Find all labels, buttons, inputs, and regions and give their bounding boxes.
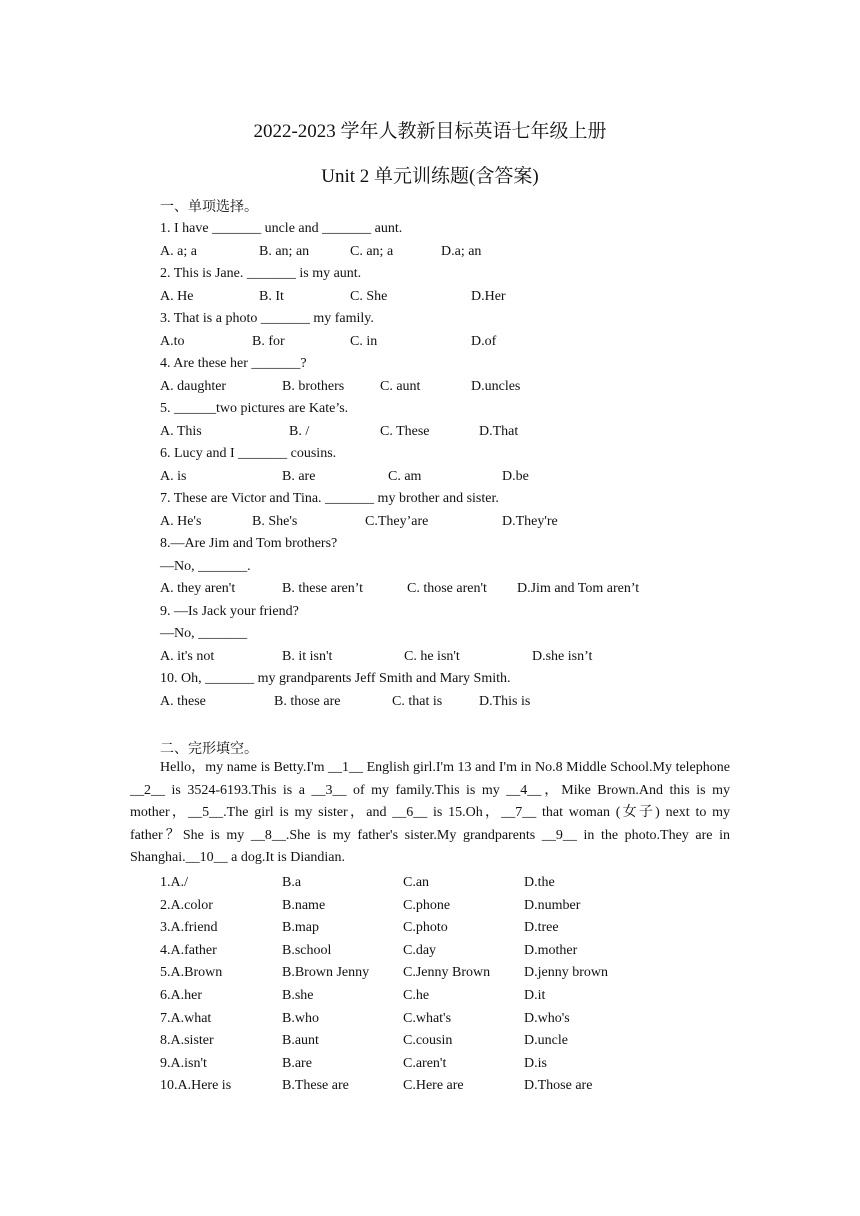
question-stem: 10. Oh, _______ my grandparents Jeff Smith and Mary Smith. bbox=[160, 671, 511, 686]
cloze-option-b: B.Brown Jenny bbox=[282, 965, 370, 981]
cloze-option-b: B.she bbox=[282, 987, 314, 1003]
option-a: A. a; a bbox=[160, 243, 197, 259]
option-c: C. in bbox=[350, 333, 378, 349]
cloze-option-c: C.what's bbox=[403, 1010, 452, 1026]
option-c: C. aunt bbox=[380, 378, 421, 394]
option-a: A. He's bbox=[160, 513, 202, 529]
cloze-options bbox=[160, 872, 720, 1098]
cloze-option-row bbox=[160, 940, 720, 963]
cloze-option-a: 6.A.her bbox=[160, 987, 202, 1003]
cloze-option-b: B.who bbox=[282, 1010, 319, 1026]
cloze-option-c: C.aren't bbox=[403, 1055, 447, 1071]
cloze-option-d: D.mother bbox=[524, 942, 578, 958]
option-d: D.Her bbox=[471, 288, 506, 304]
cloze-option-d: D.number bbox=[524, 897, 581, 913]
cloze-option-d: D.Those are bbox=[524, 1078, 593, 1094]
cloze-option-row bbox=[160, 985, 720, 1008]
cloze-option-c: C.phone bbox=[403, 897, 451, 913]
cloze-option-c: C.day bbox=[403, 942, 437, 958]
option-d: D.This is bbox=[479, 693, 531, 709]
cloze-passage: Hello，my name is Betty.I'm __1__ English girl.I'm 13 and I'm in No.8 Middle School.My telephone __2__ is 3524-6193.This is a __3__ of my family.This is my __4__，Mike Brown.And this is my mother，__5__.The girl is my sister，and __6__ is 15.Oh，__7__ that woman (女子) next to my father？She is my __8__.She is my father's sister.My grandparents __9__ in the photo.They are in Shanghai.__10__ a dog.It is Diandian. bbox=[130, 760, 730, 866]
cloze-option-a: 3.A.friend bbox=[160, 920, 218, 936]
option-b: B. / bbox=[289, 423, 310, 439]
cloze-option-a: 8.A.sister bbox=[160, 1033, 214, 1049]
option-a: A. This bbox=[160, 423, 202, 439]
cloze-option-b: B.school bbox=[282, 942, 332, 958]
cloze-option-row bbox=[160, 917, 720, 940]
cloze-option-a: 5.A.Brown bbox=[160, 965, 223, 981]
option-d: D.That bbox=[479, 423, 519, 439]
cloze-option-a: 2.A.color bbox=[160, 897, 213, 913]
question-stem: 2. This is Jane. _______ is my aunt. bbox=[160, 266, 362, 281]
cloze-option-a: 7.A.what bbox=[160, 1010, 212, 1026]
option-d: D.Jim and Tom aren’t bbox=[517, 581, 640, 596]
question-stem: 1. I have _______ uncle and _______ aunt. bbox=[160, 221, 403, 236]
cloze-option-b: B.aunt bbox=[282, 1033, 319, 1049]
document-title: 2022-2023 学年人教新目标英语七年级上册 bbox=[253, 121, 607, 142]
option-c: C. that is bbox=[392, 693, 443, 709]
cloze-option-d: D.is bbox=[524, 1055, 547, 1071]
question-stem: 4. Are these her _______? bbox=[160, 356, 307, 371]
option-b: B. brothers bbox=[282, 378, 345, 394]
cloze-option-b: B.These are bbox=[282, 1078, 349, 1094]
option-d: D.be bbox=[502, 468, 529, 484]
question-stem: 5. ______two pictures are Kate’s. bbox=[160, 401, 349, 416]
cloze-option-b: B.are bbox=[282, 1055, 312, 1071]
cloze-option-row bbox=[160, 1030, 720, 1053]
cloze-option-row bbox=[160, 962, 720, 985]
option-a: A. is bbox=[160, 468, 187, 484]
option-d: D.a; an bbox=[441, 243, 482, 259]
cloze-option-b: B.a bbox=[282, 875, 302, 890]
option-d: D.uncles bbox=[471, 378, 521, 394]
cloze-option-b: B.name bbox=[282, 897, 326, 913]
option-c: C. am bbox=[388, 468, 422, 484]
option-row bbox=[160, 331, 760, 354]
cloze-option-d: D.the bbox=[524, 875, 555, 890]
option-a: A. daughter bbox=[160, 378, 227, 394]
option-b: B. it isn't bbox=[282, 648, 333, 664]
cloze-option-c: C.cousin bbox=[403, 1033, 453, 1049]
option-row bbox=[160, 646, 760, 669]
option-row bbox=[160, 376, 760, 399]
question-stem: 9. —Is Jack your friend? bbox=[160, 603, 299, 619]
section-1-questions bbox=[160, 218, 760, 713]
option-d: D.of bbox=[471, 333, 497, 349]
question-stem: 3. That is a photo _______ my family. bbox=[160, 311, 374, 326]
option-b: B. those are bbox=[274, 693, 341, 709]
cloze-option-row bbox=[160, 1075, 720, 1098]
option-row bbox=[160, 511, 760, 534]
option-b: B. an; an bbox=[259, 243, 310, 259]
cloze-option-b: B.map bbox=[282, 920, 319, 936]
option-c: C. he isn't bbox=[404, 648, 460, 664]
option-a: A. He bbox=[160, 288, 194, 304]
option-a: A.to bbox=[160, 333, 185, 349]
cloze-option-a: 4.A.father bbox=[160, 942, 217, 958]
cloze-option-d: D.jenny brown bbox=[524, 965, 608, 981]
option-c: C. those aren't bbox=[407, 581, 487, 596]
section-1-heading: 一、单项选择。 bbox=[160, 200, 258, 215]
option-row bbox=[160, 466, 760, 489]
cloze-option-d: D.uncle bbox=[524, 1033, 568, 1049]
section-2-heading: 二、完形填空。 bbox=[160, 742, 258, 757]
cloze-option-d: D.it bbox=[524, 987, 546, 1003]
option-row bbox=[160, 241, 760, 264]
option-c: C. She bbox=[350, 288, 388, 304]
option-row bbox=[160, 286, 760, 309]
question-stem-reply: —No, _______ bbox=[160, 626, 248, 641]
option-d: D.They're bbox=[502, 513, 558, 529]
cloze-option-row bbox=[160, 895, 720, 918]
option-row bbox=[160, 578, 760, 601]
option-row bbox=[160, 421, 760, 444]
cloze-option-d: D.tree bbox=[524, 920, 559, 936]
cloze-option-row bbox=[160, 1008, 720, 1031]
question-stem: 7. These are Victor and Tina. _______ my brother and sister. bbox=[160, 491, 499, 506]
cloze-option-row bbox=[160, 872, 720, 895]
cloze-option-a: 1.A./ bbox=[160, 875, 188, 890]
cloze-option-c: C.an bbox=[403, 875, 430, 890]
option-b: B. for bbox=[252, 333, 285, 349]
option-d: D.she isn’t bbox=[532, 648, 593, 664]
question-stem-reply: —No, _______. bbox=[160, 558, 251, 574]
option-a: A. it's not bbox=[160, 648, 215, 664]
question-stem: 6. Lucy and I _______ cousins. bbox=[160, 446, 337, 461]
cloze-option-d: D.who's bbox=[524, 1010, 570, 1026]
option-b: B. these aren’t bbox=[282, 581, 363, 596]
option-b: B. are bbox=[282, 468, 316, 484]
option-a: A. they aren't bbox=[160, 581, 236, 596]
cloze-option-row bbox=[160, 1053, 720, 1076]
cloze-option-c: C.Here are bbox=[403, 1078, 464, 1094]
cloze-option-c: C.he bbox=[403, 987, 430, 1003]
option-b: B. She's bbox=[252, 513, 298, 529]
question-stem: 8.—Are Jim and Tom brothers? bbox=[160, 536, 338, 551]
option-c: C. These bbox=[380, 423, 430, 439]
document-subtitle: Unit 2 单元训练题(含答案) bbox=[321, 166, 539, 187]
cloze-option-c: C.Jenny Brown bbox=[403, 965, 491, 981]
option-c: C. an; a bbox=[350, 243, 394, 259]
option-a: A. these bbox=[160, 693, 206, 709]
option-b: B. It bbox=[259, 288, 284, 304]
cloze-option-a: 9.A.isn't bbox=[160, 1055, 207, 1071]
cloze-option-a: 10.A.Here is bbox=[160, 1078, 232, 1094]
option-row bbox=[160, 691, 760, 714]
option-c: C.They’are bbox=[365, 513, 429, 529]
cloze-option-c: C.photo bbox=[403, 920, 448, 936]
